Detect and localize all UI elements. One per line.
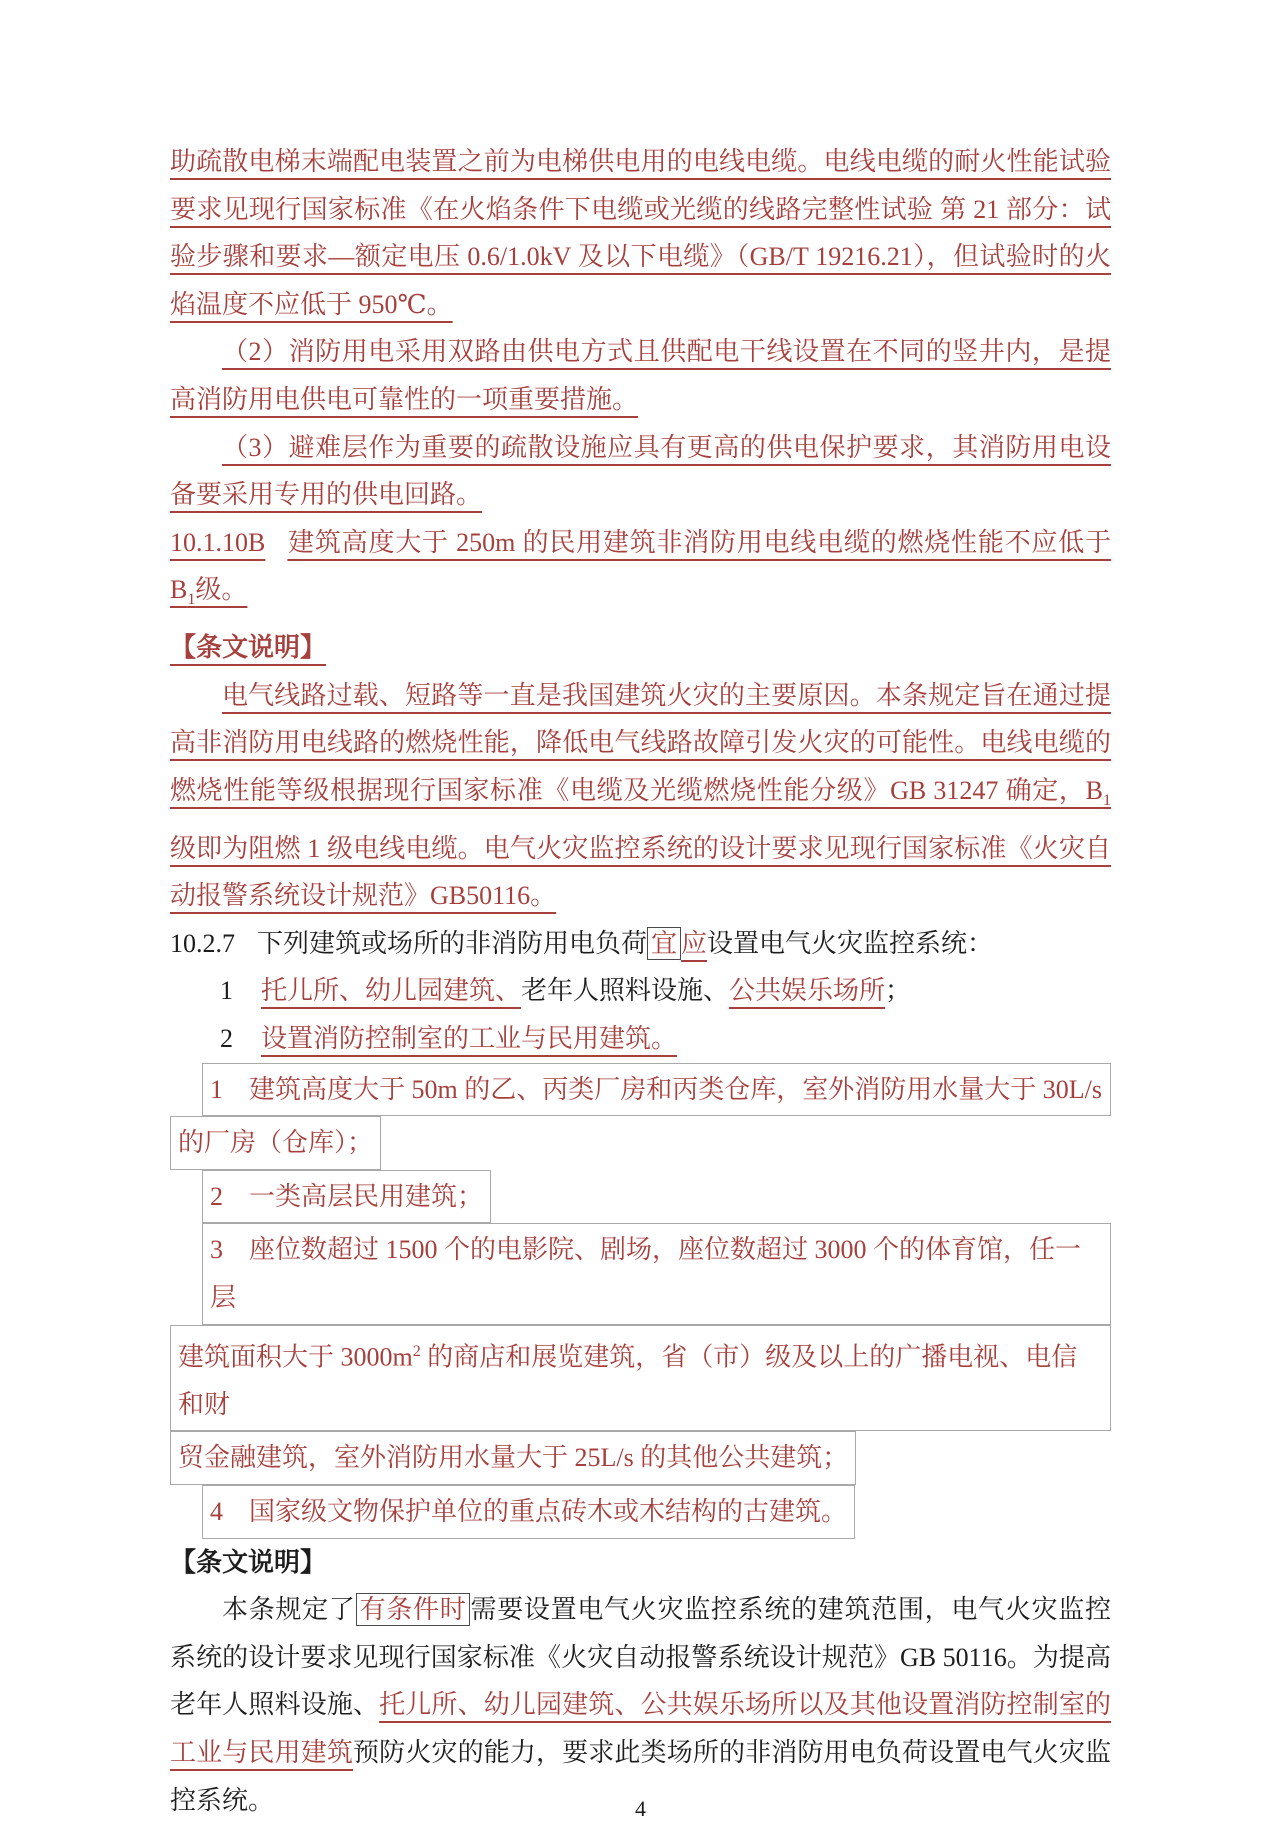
section-heading-explanation-2 — [170, 1539, 1111, 1587]
list-item-2 — [170, 1015, 1111, 1063]
conditional-text-box: 有条件时 — [356, 1593, 471, 1626]
boxed-text-part: 的商店和展览建筑，省（市）级及以上的广播电视、电信和财 — [178, 1342, 1078, 1419]
inserted-text: 托儿所、幼儿园建筑、 — [261, 976, 522, 1006]
inserted-text: 托儿所、幼儿园建筑、公共娱乐场所以及其他设置消防控制室的工业与民用建筑 — [170, 1690, 1111, 1768]
boxed-text-part: 建筑面积大于 3000m — [178, 1342, 413, 1372]
clause-10-2-7 — [170, 920, 1111, 968]
paragraph-text: 级即为阻燃 1 级电线电缆。电气火灾监控系统的设计要求见现行国家标准《火灾自动报警系统设计规范》GB50116。 — [170, 833, 1111, 911]
inserted-text: 公共娱乐场所 — [729, 976, 886, 1006]
boxed-text — [170, 1325, 1111, 1432]
page-number: 4 — [635, 1796, 646, 1821]
paragraph-explanation-1 — [170, 672, 1111, 920]
paragraph-text: 电气线路过载、短路等一直是我国建筑火灾的主要原因。本条规定旨在通过提高非消防用电线路的燃烧性能，降低电气线路故障引发火灾的可能性。电线电缆的燃烧性能等级根据现行国家标准《电缆及光缆燃烧性能分级》GB 31247 确定，B — [170, 680, 1111, 805]
boxed-item-3-line-1 — [202, 1223, 1111, 1324]
boxed-text: 2 一类高层民用建筑； — [202, 1170, 491, 1224]
paragraph-text: 需要设置电气火灾监控系统的建筑范围，电气火灾监控系统的设计要求见现行国家标准《火灾自动报警系统设计规范》GB 50116。为提高老年人照料设施、 — [170, 1595, 1111, 1720]
boxed-item-3-line-3 — [170, 1431, 1111, 1485]
heading-text: 【条文说明】 — [170, 1547, 327, 1577]
boxed-item-4 — [202, 1485, 1111, 1539]
clause-10-1-10B — [170, 519, 1111, 624]
paragraph-note-2 — [170, 328, 1111, 423]
paragraph-text: 预防火灾的能力，要求此类场所的非消防用电负荷设置电气火灾监控系统。 — [170, 1738, 1111, 1815]
clause-text: 建筑高度大于 250m 的民用建筑非消防用电线电缆的燃烧性能不应低于 B — [170, 527, 1111, 605]
boxed-item-3-line-2 — [170, 1325, 1111, 1432]
deleted-text-box: 宜 — [647, 927, 681, 960]
boxed-item-2 — [202, 1170, 1111, 1224]
heading-text: 【条文说明】 — [170, 633, 327, 663]
boxed-item-1-line-1 — [202, 1063, 1111, 1117]
boxed-text: 3 座位数超过 1500 个的电影院、剧场，座位数超过 3000 个的体育馆，任一层 — [202, 1223, 1111, 1324]
paragraph-cable-fire-test — [170, 138, 1111, 328]
paragraph-text: （2）消防用电采用双路由供电方式且供配电干线设置在不同的竖井内，是提高消防用电供电可靠性的一项重要措施。 — [170, 337, 1111, 414]
section-heading-explanation-1 — [170, 624, 1111, 672]
paragraph-text: （3）避难层作为重要的疏散设施应具有更高的供电保护要求，其消防用电设备要采用专用的供电回路。 — [170, 432, 1111, 510]
boxed-text: 4 国家级文物保护单位的重点砖木或木结构的古建筑。 — [202, 1485, 855, 1539]
document-content — [170, 138, 1111, 1824]
clause-text: 下列建筑或场所的非消防用电负荷 — [257, 928, 648, 958]
superscript: 2 — [412, 1342, 421, 1360]
clause-number: 10.1.10B — [170, 527, 266, 557]
paragraph-text: 本条规定了 — [222, 1595, 356, 1625]
paragraph-explanation-2 — [170, 1586, 1111, 1824]
boxed-text: 贸金融建筑，室外消防用水量大于 25L/s 的其他公共建筑； — [170, 1431, 856, 1485]
boxed-item-1-line-2 — [170, 1116, 1111, 1170]
paragraph-note-3 — [170, 424, 1111, 519]
item-text: ； — [885, 976, 912, 1006]
boxed-text: 1 建筑高度大于 50m 的乙、丙类厂房和丙类仓库，室外消防用水量大于 30L/s — [202, 1063, 1111, 1117]
subscript: 1 — [1102, 792, 1111, 810]
item-number: 2 — [220, 1024, 233, 1054]
paragraph-text: 助疏散电梯末端配电装置之前为电梯供电用的电线电缆。电线电缆的耐火性能试验要求见现行国家标准《在火焰条件下电缆或光缆的线路完整性试验 第 21 部分：试验步骤和要求—额定电压 0.6/1.0kV 及以下电缆》（GB/T 19216.21），但试验时的火焰温度不应低于 950℃。 — [170, 147, 1111, 319]
clause-number: 10.2.7 — [170, 928, 235, 958]
inserted-text: 应 — [681, 928, 708, 958]
list-item-1 — [170, 967, 1111, 1015]
boxed-text: 的厂房（仓库）； — [170, 1116, 381, 1170]
clause-text: 级。 — [195, 575, 248, 605]
inserted-text: 设置消防控制室的工业与民用建筑。 — [261, 1024, 678, 1054]
clause-text: 设置电气火灾监控系统： — [707, 928, 994, 958]
subscript: 1 — [187, 591, 196, 609]
item-text: 老年人照料设施、 — [521, 976, 730, 1006]
item-number: 1 — [220, 976, 233, 1006]
